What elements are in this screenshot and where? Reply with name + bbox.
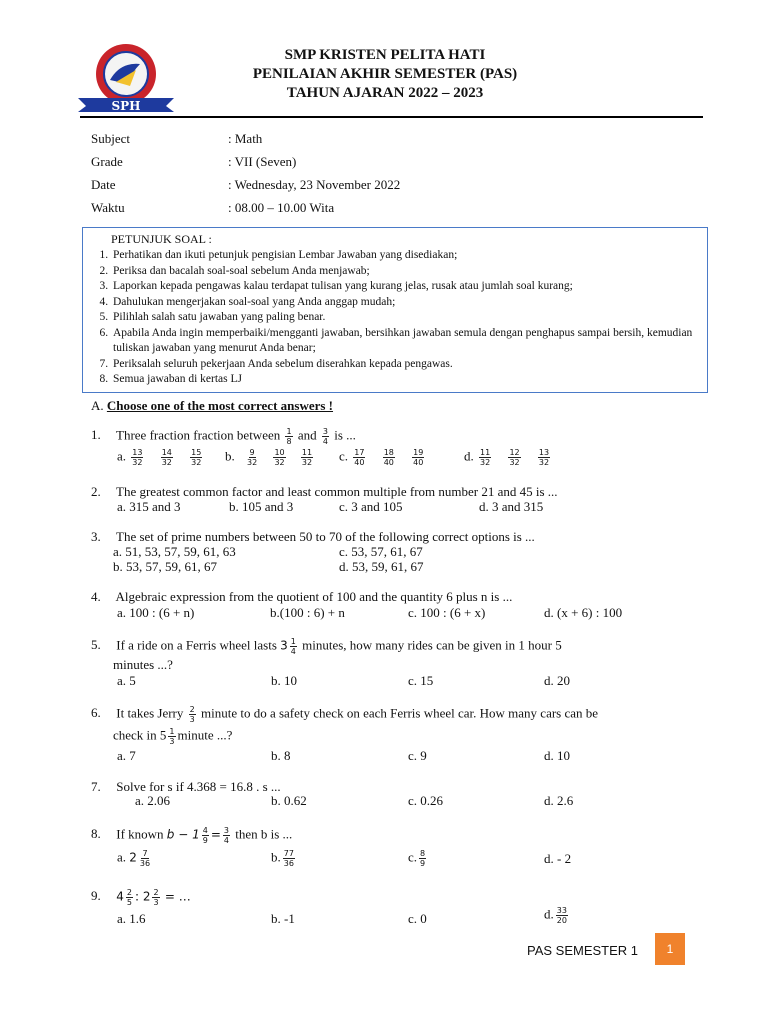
question-number: 9. [91, 888, 101, 904]
question-1 [91, 427, 356, 446]
option-d: d. - 2 [544, 851, 572, 866]
fraction [223, 826, 230, 845]
option-a: a. 7 [117, 748, 136, 763]
info-value: : Math [228, 131, 263, 146]
fraction [202, 826, 209, 845]
option-letter: c. [339, 448, 349, 464]
mixed-whole: 3 [280, 638, 288, 653]
denominator: 4 [322, 437, 328, 446]
option-a: a. 5 [117, 673, 136, 688]
instructions-title: PETUNJUK SOAL : [111, 232, 212, 246]
numerator: 3 [322, 427, 328, 436]
question-number: 7. [91, 779, 101, 794]
question-7 [91, 779, 281, 795]
numerator: 18 [383, 448, 394, 457]
equals-sign: = [210, 827, 221, 842]
option-d: d. (x + 6) : 100 [544, 605, 623, 620]
option-a: a. 100 : (6 + n) [117, 605, 195, 620]
numerator: 4 [202, 826, 208, 835]
numerator: 13 [132, 448, 143, 457]
numerator: 3 [223, 826, 229, 835]
question-text: Three fraction fraction between [116, 427, 281, 443]
question-text: minute ...? [177, 727, 233, 743]
question-text: check in 5 [113, 727, 167, 743]
denominator: 5 [126, 898, 132, 907]
question-text: Solve for s if 4.368 = 16.8 . s ... [116, 779, 281, 794]
info-value: : Wednesday, 23 November 2022 [228, 177, 401, 192]
denominator: 32 [538, 458, 550, 467]
option-a [117, 849, 153, 868]
instruction-item: 2. Periksa dan bacalah soal-soal sebelum Anda menjawab; [111, 264, 701, 280]
fraction [556, 906, 568, 925]
question-text: minutes, how many rides can be given in 1 hour 5 [302, 637, 562, 653]
option-b: b. 53, 57, 59, 61, 67 [113, 559, 217, 574]
question-5 [91, 637, 562, 656]
denominator: 4 [223, 836, 229, 845]
question-number: 6. [91, 705, 101, 721]
expression: : 2 [134, 889, 151, 904]
fraction [189, 705, 196, 724]
denominator: 40 [354, 458, 365, 467]
option-c: c. 0 [408, 911, 427, 926]
question-text: If known [116, 826, 164, 842]
fraction [285, 427, 292, 446]
option-b: b.(100 : 6) + n [270, 605, 345, 620]
option-c: c. 15 [408, 673, 434, 688]
question-9 [91, 888, 191, 907]
option-b: b. 8 [271, 748, 291, 763]
option-b: b. 10 [271, 673, 297, 688]
option-d: d. 2.6 [544, 793, 574, 808]
numerator: 2 [126, 888, 132, 897]
option-b: b. 105 and 3 [229, 499, 294, 514]
instructions-box [82, 227, 708, 393]
numerator: 17 [354, 448, 365, 457]
info-label: Date [91, 177, 116, 192]
fraction [139, 849, 151, 868]
info-label: Waktu [91, 200, 125, 215]
denominator: 32 [247, 458, 258, 467]
denominator: 40 [383, 458, 394, 467]
fraction [508, 448, 520, 467]
question-number: 4. [91, 589, 101, 604]
fraction [353, 448, 365, 467]
expression: b − 1 [166, 827, 200, 842]
question-5-continued: minutes ...? [113, 657, 173, 672]
denominator: 32 [301, 458, 313, 467]
option-b [271, 849, 297, 868]
instruction-item: 8. Semua jawaban di kertas LJ [111, 372, 701, 388]
option-a: a. 2.06 [135, 793, 171, 808]
question-6-continued [113, 727, 232, 746]
info-value: : 08.00 – 10.00 Wita [228, 200, 335, 215]
question-3 [91, 529, 535, 545]
numerator: 1 [290, 637, 296, 646]
denominator: 36 [283, 859, 294, 868]
numerator: 2 [189, 705, 195, 714]
numerator: 2 [153, 888, 159, 897]
fraction [246, 448, 258, 467]
question-number: 3. [91, 529, 101, 544]
option-c: c. 100 : (6 + x) [408, 605, 486, 620]
logo-banner-text: SPH [111, 99, 141, 113]
numerator: 13 [538, 448, 550, 457]
fraction [383, 448, 395, 467]
fraction [322, 427, 329, 446]
option-letter: d. [544, 906, 554, 922]
denominator: 32 [132, 458, 143, 467]
section-title: Choose one of the most correct answers ! [106, 398, 334, 413]
exam-title: PENILAIAN AKHIR SEMESTER (PAS) [252, 66, 518, 82]
numerator: 7 [142, 849, 148, 858]
question-text: then b is ... [235, 826, 293, 842]
fraction [479, 448, 491, 467]
expression: = … [164, 889, 191, 904]
fraction [301, 448, 313, 467]
numerator: 12 [509, 448, 520, 457]
denominator: 36 [139, 859, 151, 868]
option-b: b. 0.62 [271, 793, 307, 808]
question-text: is ... [334, 427, 356, 443]
option-c [408, 849, 428, 868]
section-letter: A. [91, 398, 104, 413]
fraction [412, 448, 424, 467]
denominator: 4 [290, 647, 296, 656]
question-text: The set of prime numbers between 50 to 70 of the following correct options is ... [116, 529, 535, 544]
denominator: 3 [169, 737, 175, 746]
question-number: 1. [91, 427, 101, 443]
numerator: 33 [556, 906, 567, 915]
page-number: 1 [655, 933, 685, 965]
denominator: 40 [413, 458, 424, 467]
denominator: 3 [153, 898, 159, 907]
question-text: If a ride on a Ferris wheel lasts [116, 637, 277, 653]
option-d: d. 20 [544, 673, 570, 688]
option-a: a. 315 and 3 [117, 499, 181, 514]
option-c: c. 9 [408, 748, 427, 763]
academic-year: TAHUN AJARAN 2022 – 2023 [286, 85, 484, 101]
header-divider [80, 116, 703, 118]
option-d: d. 53, 59, 61, 67 [339, 559, 424, 574]
option-a: a. 51, 53, 57, 59, 61, 63 [113, 544, 236, 559]
question-text: and [297, 427, 317, 443]
option-c: c. 53, 57, 61, 67 [339, 544, 423, 559]
school-logo [70, 42, 182, 114]
option-letter: c. [408, 849, 418, 865]
denominator: 20 [556, 916, 567, 925]
fraction [290, 637, 297, 656]
question-4 [91, 589, 512, 605]
option-d: d. 10 [544, 748, 570, 763]
numerator: 1 [169, 727, 175, 736]
option-c [339, 448, 426, 467]
denominator: 32 [480, 458, 491, 467]
numerator: 11 [480, 448, 491, 457]
denominator: 32 [191, 458, 202, 467]
option-letter: b. [225, 448, 235, 464]
question-6 [91, 705, 598, 724]
denominator: 32 [161, 458, 172, 467]
instruction-item: 4. Dahulukan mengerjakan soal-soal yang Anda anggap mudah; [111, 295, 701, 311]
fraction [131, 448, 143, 467]
option-a [117, 448, 204, 467]
question-text: minute to do a safety check on each Ferris wheel car. How many cars can be [200, 705, 599, 721]
numerator: 11 [301, 448, 313, 457]
info-label: Subject [91, 131, 130, 146]
fraction [190, 448, 202, 467]
mixed-whole: 2 [129, 850, 137, 865]
info-value: : VII (Seven) [228, 154, 297, 169]
section-heading [91, 398, 333, 414]
numerator: 9 [249, 448, 255, 457]
fraction [283, 849, 295, 868]
denominator: 3 [189, 715, 195, 724]
option-letter: a. [117, 849, 127, 865]
fraction [152, 888, 159, 907]
fraction [273, 448, 285, 467]
numerator: 15 [191, 448, 202, 457]
option-d [464, 448, 552, 467]
instruction-item: 5. Pilihlah salah satu jawaban yang paling benar. [111, 310, 701, 326]
option-d: d. 3 and 315 [479, 499, 544, 514]
question-2 [91, 484, 558, 500]
numerator: 14 [161, 448, 172, 457]
option-a: a. 1.6 [117, 911, 146, 926]
question-text: Algebraic expression from the quotient of 100 and the quantity 6 plus n is ... [115, 589, 513, 604]
info-label: Grade [91, 154, 123, 169]
option-c: c. 3 and 105 [339, 499, 403, 514]
instruction-item: 6. Apabila Anda ingin memperbaiki/mengganti jawaban, bersihkan jawaban semula dengan penghapus sampai bersih, kemudian tuliskan jawaban yang menurut Anda benar; [111, 326, 701, 357]
question-text: It takes Jerry [116, 705, 184, 721]
option-letter: b. [271, 849, 281, 865]
question-number: 2. [91, 484, 101, 499]
numerator: 10 [274, 448, 285, 457]
option-c: c. 0.26 [408, 793, 444, 808]
denominator: 8 [286, 437, 292, 446]
instruction-item: 7. Periksalah seluruh pekerjaan Anda sebelum diserahkan kepada pengawas. [111, 357, 701, 373]
mixed-whole: 4 [116, 889, 124, 904]
instruction-item: 1. Perhatikan dan ikuti petunjuk pengisian Lembar Jawaban yang disediakan; [111, 248, 701, 264]
fraction [168, 727, 175, 746]
option-d [544, 906, 570, 925]
denominator: 32 [509, 458, 520, 467]
fraction [161, 448, 173, 467]
denominator: 9 [420, 859, 426, 868]
instructions-list [93, 248, 701, 388]
footer-label: PAS SEMESTER 1 [527, 943, 639, 958]
fraction [126, 888, 133, 907]
numerator: 77 [283, 849, 294, 858]
option-b [225, 448, 315, 467]
fraction [538, 448, 550, 467]
denominator: 9 [202, 836, 208, 845]
question-number: 5. [91, 637, 101, 653]
instruction-item: 3. Laporkan kepada pengawas kalau terdapat tulisan yang kurang jelas, rusak atau jumlah soal kurang; [111, 279, 701, 295]
numerator: 19 [413, 448, 424, 457]
fraction [419, 849, 426, 868]
numerator: 1 [286, 427, 292, 436]
denominator: 32 [274, 458, 285, 467]
question-text: The greatest common factor and least common multiple from number 21 and 45 is ... [116, 484, 558, 499]
option-b: b. -1 [271, 911, 295, 926]
option-letter: d. [464, 448, 474, 464]
question-8 [91, 826, 292, 845]
question-number: 8. [91, 826, 101, 842]
school-name: SMP KRISTEN PELITA HATI [284, 47, 486, 63]
option-letter: a. [117, 448, 127, 464]
numerator: 8 [420, 849, 426, 858]
